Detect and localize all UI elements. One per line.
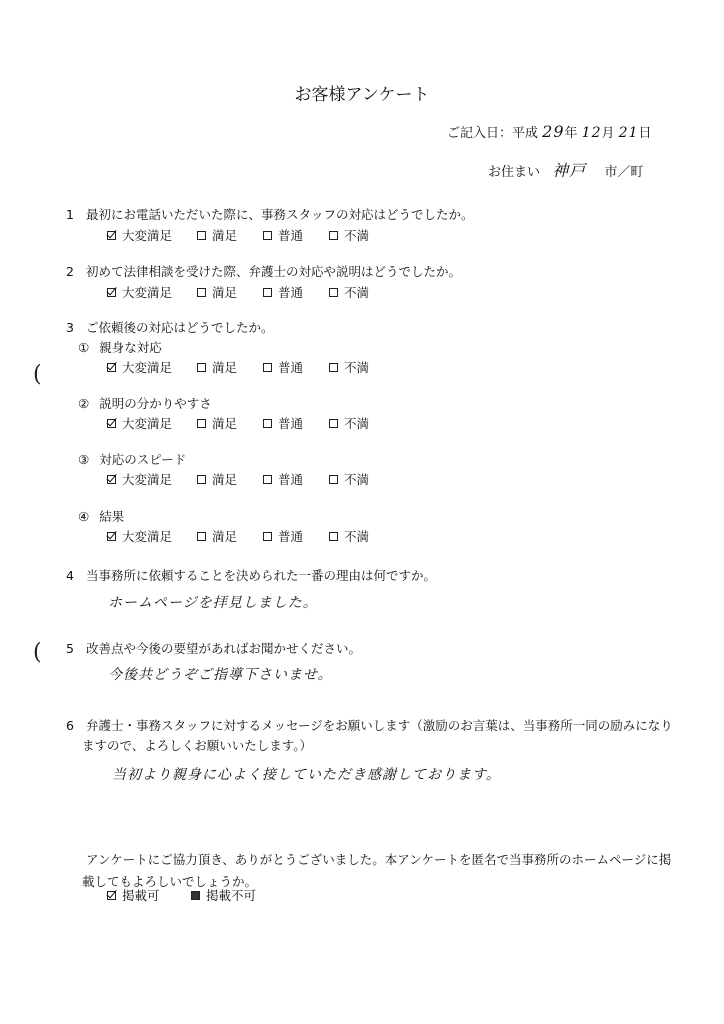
checkbox-icon[interactable] <box>197 475 206 484</box>
question-number: 2 <box>66 264 74 279</box>
option-3[interactable] <box>329 470 395 488</box>
sub-text: 結果 <box>99 509 125 524</box>
option-label: 満足 <box>212 360 238 375</box>
footer-line: 載してもよろしいでしょうか。 <box>82 874 258 889</box>
entry-day: 21 <box>618 125 639 141</box>
option-3[interactable] <box>329 358 395 376</box>
option-0[interactable] <box>107 358 197 376</box>
option-label: 大変満足 <box>122 416 173 431</box>
option-3[interactable] <box>329 283 395 301</box>
address <box>488 158 643 181</box>
checkbox-icon[interactable] <box>197 231 206 240</box>
option-3[interactable] <box>329 226 395 244</box>
checkbox-checked-icon[interactable] <box>107 288 116 297</box>
sub-number: ① <box>78 340 90 355</box>
question-number: 3 <box>66 320 74 335</box>
question-text: 弁護士・事務スタッフに対するメッセージをお願いします（激励のお言葉は、当事務所一同の励みになり <box>85 718 673 733</box>
question-3 <box>66 318 273 336</box>
option-label: 満足 <box>212 472 238 487</box>
sub-text: 説明の分かりやすさ <box>99 396 212 411</box>
option-1[interactable] <box>197 226 263 244</box>
question-4 <box>66 566 436 584</box>
checkbox-filled-icon[interactable] <box>191 891 200 900</box>
address-label: お住まい <box>488 165 541 180</box>
question-number: 6 <box>66 718 74 733</box>
consent-options <box>107 886 256 904</box>
checkbox-icon[interactable] <box>197 363 206 372</box>
option-1[interactable] <box>197 358 263 376</box>
option-1[interactable] <box>197 527 263 545</box>
margin-mark: ( <box>33 362 42 387</box>
option-0[interactable] <box>107 527 197 545</box>
checkbox-icon[interactable] <box>197 532 206 541</box>
checkbox-checked-icon[interactable] <box>107 363 116 372</box>
option-2[interactable] <box>263 470 329 488</box>
checkbox-icon[interactable] <box>329 419 338 428</box>
answer-5: 今後共どうぞご指導下さいませ。 <box>108 667 333 683</box>
option-1[interactable] <box>197 414 263 432</box>
checkbox-icon[interactable] <box>197 288 206 297</box>
option-0[interactable] <box>107 470 197 488</box>
checkbox-icon[interactable] <box>263 532 272 541</box>
option-1[interactable] <box>197 470 263 488</box>
sub-question-4 <box>78 507 124 525</box>
sub-question-2 <box>78 394 212 412</box>
option-label: 満足 <box>212 416 238 431</box>
checkbox-icon[interactable] <box>329 288 338 297</box>
option-label: 不満 <box>344 416 370 431</box>
option-label: 大変満足 <box>122 285 173 300</box>
option-2[interactable] <box>263 283 329 301</box>
margin-mark: ( <box>33 640 42 665</box>
checkbox-icon[interactable] <box>329 363 338 372</box>
option-label: 普通 <box>278 360 304 375</box>
checkbox-icon[interactable] <box>263 363 272 372</box>
entry-year-unit: 年 <box>564 126 578 141</box>
entry-date-label: ご記入日：平成 <box>447 126 539 141</box>
checkbox-icon[interactable] <box>197 419 206 428</box>
option-0[interactable] <box>107 226 197 244</box>
entry-month-unit: 月 <box>601 126 615 141</box>
option-label: 大変満足 <box>122 472 173 487</box>
page-title: お客様アンケート <box>294 85 430 105</box>
option-1[interactable] <box>197 283 263 301</box>
options-q3-2 <box>107 414 395 432</box>
option-label: 普通 <box>278 285 304 300</box>
entry-day-unit: 日 <box>638 126 652 141</box>
options-q3-4 <box>107 527 395 545</box>
option-label: 大変満足 <box>122 529 173 544</box>
sub-question-3 <box>78 450 186 468</box>
question-text: 改善点や今後の要望があればお聞かせください。 <box>85 641 361 656</box>
option-label: 普通 <box>278 529 304 544</box>
option-label: 満足 <box>212 285 238 300</box>
checkbox-checked-icon[interactable] <box>107 475 116 484</box>
option-2[interactable] <box>263 358 329 376</box>
option-label: 普通 <box>278 228 304 243</box>
option-label: 不満 <box>344 529 370 544</box>
checkbox-checked-icon[interactable] <box>107 419 116 428</box>
consent-no-label: 掲載不可 <box>206 888 257 903</box>
question-2 <box>66 262 461 280</box>
option-label: 不満 <box>344 360 370 375</box>
checkbox-icon[interactable] <box>263 475 272 484</box>
question-text: 最初にお電話いただいた際に、事務スタッフの対応はどうでしたか。 <box>85 207 474 222</box>
option-2[interactable] <box>263 414 329 432</box>
question-number: 5 <box>66 641 74 656</box>
consent-no[interactable] <box>191 886 256 904</box>
question-6-continued: ますので、よろしくお願いいたします。） <box>82 738 313 753</box>
question-text: 当事務所に依頼することを決められた一番の理由は何ですか。 <box>85 568 436 583</box>
checkbox-icon[interactable] <box>329 475 338 484</box>
entry-year: 29 <box>542 122 565 141</box>
option-label: 普通 <box>278 472 304 487</box>
footer-line: アンケートにご協力頂き、ありがとうございました。本アンケートを匿名で当事務所のホームページに掲 <box>86 852 672 867</box>
answer-6: 当初より親身に心よく接していただき感謝しております。 <box>112 767 501 783</box>
question-text: ご依頼後の対応はどうでしたか。 <box>85 320 274 335</box>
option-label: 満足 <box>212 529 238 544</box>
sub-number: ③ <box>78 452 90 467</box>
question-number: 4 <box>66 568 74 583</box>
option-2[interactable] <box>263 226 329 244</box>
checkbox-icon[interactable] <box>263 419 272 428</box>
entry-month: 12 <box>581 125 602 141</box>
answer-4: ホームページを拝見しました。 <box>108 595 318 611</box>
sub-number: ④ <box>78 509 90 524</box>
address-city: 神戸 <box>552 161 587 180</box>
options-q3-3 <box>107 470 395 488</box>
option-label: 満足 <box>212 228 238 243</box>
question-text: 初めて法律相談を受けた際、弁護士の対応や説明はどうでしたか。 <box>85 264 461 279</box>
option-label: 不満 <box>344 285 370 300</box>
option-label: 不満 <box>344 228 370 243</box>
question-6 <box>66 716 673 734</box>
entry-date <box>447 122 652 141</box>
options-q3-1 <box>107 358 395 376</box>
question-1 <box>66 205 473 223</box>
checkbox-checked-icon[interactable] <box>107 532 116 541</box>
checkbox-icon[interactable] <box>329 231 338 240</box>
sub-number: ② <box>78 396 90 411</box>
consent-yes[interactable] <box>107 886 191 904</box>
sub-question-1 <box>78 338 162 356</box>
checkbox-icon[interactable] <box>329 532 338 541</box>
sub-text: 対応のスピード <box>99 452 187 467</box>
sub-text: 親身な対応 <box>99 340 162 355</box>
option-2[interactable] <box>263 527 329 545</box>
option-0[interactable] <box>107 283 197 301</box>
checkbox-checked-icon[interactable] <box>107 891 116 900</box>
consent-yes-label: 掲載可 <box>122 888 160 903</box>
question-number: 1 <box>66 207 74 222</box>
checkbox-icon[interactable] <box>263 231 272 240</box>
option-0[interactable] <box>107 414 197 432</box>
question-5 <box>66 639 361 657</box>
options-q2 <box>107 283 395 301</box>
option-label: 大変満足 <box>122 228 173 243</box>
option-label: 大変満足 <box>122 360 173 375</box>
option-label: 普通 <box>278 416 304 431</box>
option-label: 不満 <box>344 472 370 487</box>
address-suffix: 市／町 <box>604 165 644 180</box>
checkbox-icon[interactable] <box>263 288 272 297</box>
options-q1 <box>107 226 395 244</box>
option-3[interactable] <box>329 414 395 432</box>
option-3[interactable] <box>329 527 395 545</box>
checkbox-checked-icon[interactable] <box>107 231 116 240</box>
